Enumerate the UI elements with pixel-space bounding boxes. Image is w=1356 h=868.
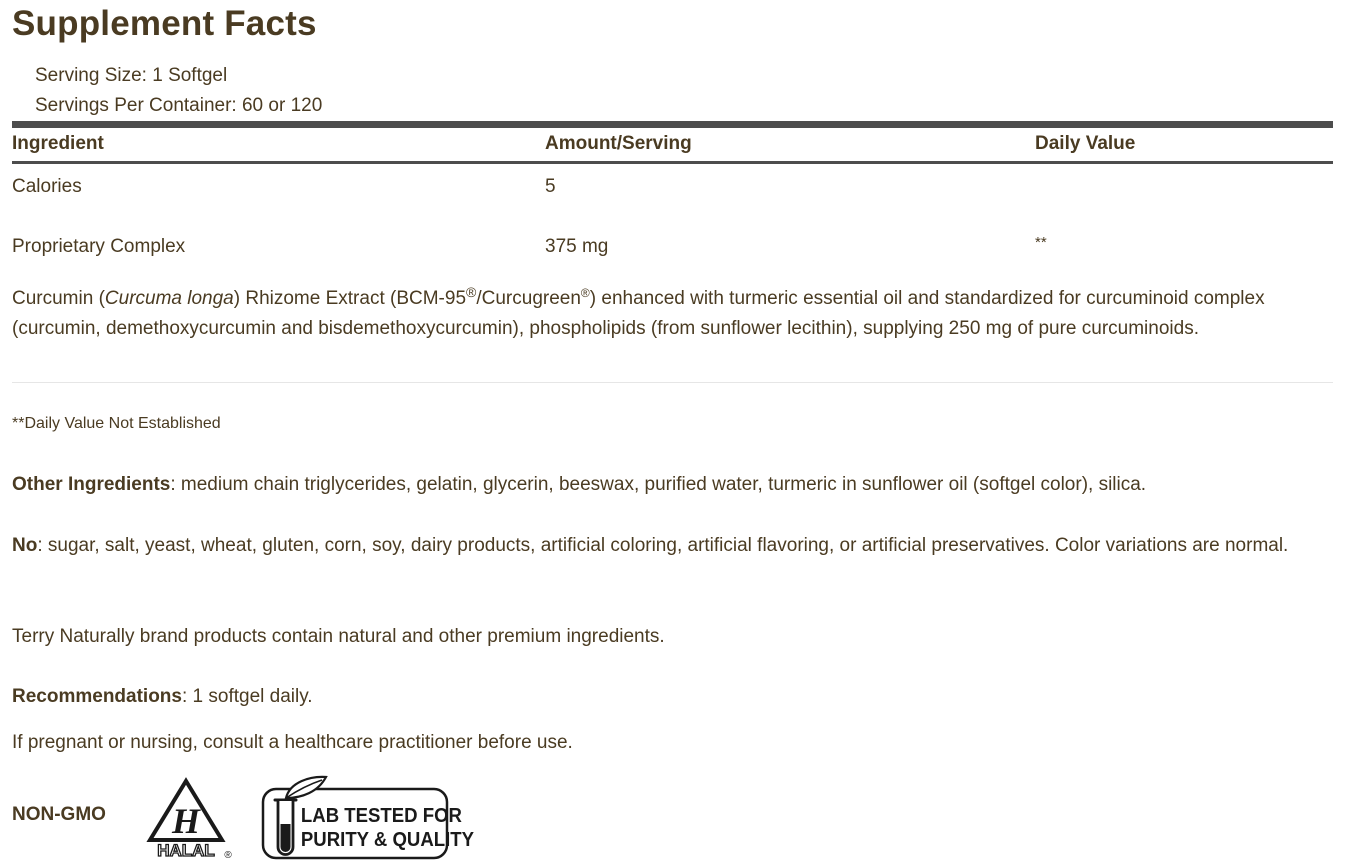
header-daily-value: Daily Value — [1035, 133, 1136, 154]
lab-tested-line2: PURITY & QUALITY — [300, 829, 475, 852]
halal-reg: ® — [224, 850, 232, 861]
halal-letter: H — [171, 801, 201, 841]
lab-tested-badge-icon — [260, 772, 475, 862]
lab-tested-line1: LAB TESTED FOR — [300, 805, 462, 828]
row-calories-amount: 5 — [545, 176, 556, 197]
non-gmo-label: NON-GMO — [12, 804, 106, 825]
header-ingredient: Ingredient — [12, 133, 104, 154]
halal-word: HALAL — [157, 841, 215, 860]
row-calories-ingredient: Calories — [12, 176, 82, 197]
page-title: Supplement Facts — [12, 4, 317, 43]
row-proprietary-ingredient: Proprietary Complex — [12, 236, 186, 257]
table-top-rule — [12, 121, 1333, 128]
servings-per-container: Servings Per Container: 60 or 120 — [35, 95, 323, 116]
row-proprietary-amount: 375 mg — [545, 236, 609, 257]
description-divider — [12, 382, 1333, 383]
other-ingredients: Other Ingredients: medium chain triglycerides, gelatin, glycerin, beeswax, purified water, turmeric in sunflower oil (softgel color), silica. — [12, 474, 1147, 495]
ingredient-description: Curcumin (Curcuma longa) Rhizome Extract (BCM-95®/Curcugreen®) enhanced with turmeric essential oil and standardized for curcuminoid complex (curcumin, demethoxycurcumin and bisdemethoxycurcumin), phospholipids (from sunflower lecithin), supplying 250 mg of pure curcuminoids. — [12, 284, 1265, 339]
no-list: No: sugar, salt, yeast, wheat, gluten, corn, soy, dairy products, artificial coloring, artificial flavoring, or artificial preservatives. Color variations are normal. — [12, 535, 1289, 556]
recommendations: Recommendations: 1 softgel daily. — [12, 686, 313, 707]
serving-size: Serving Size: 1 Softgel — [35, 65, 228, 86]
row-proprietary-dv: ** — [1035, 234, 1047, 251]
test-tube-icon — [275, 800, 296, 855]
pregnancy-warning: If pregnant or nursing, consult a healthcare practitioner before use. — [12, 732, 573, 753]
daily-value-note: **Daily Value Not Established — [12, 415, 221, 432]
header-amount: Amount/Serving — [545, 133, 692, 154]
brand-note: Terry Naturally brand products contain natural and other premium ingredients. — [12, 626, 665, 647]
table-header-rule — [12, 161, 1333, 164]
halal-logo-icon — [148, 778, 234, 860]
